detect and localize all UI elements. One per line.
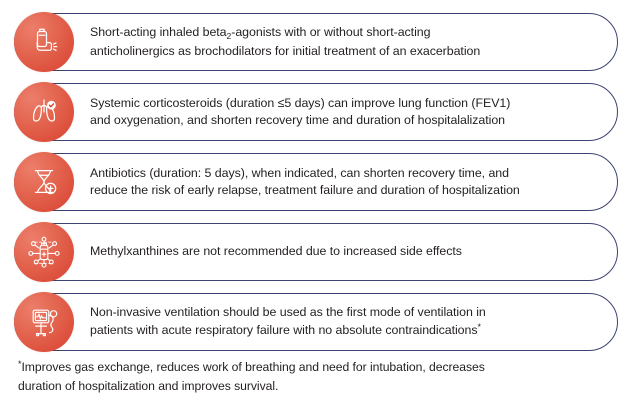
footnote — [18, 358, 618, 395]
row3-line1: Antibiotics (duration: 5 days), when indicated, can shorten recovery time, and — [90, 165, 509, 180]
inhaler-icon — [14, 12, 74, 72]
recommendation-row-list — [14, 13, 618, 363]
row1-subscript: 2 — [226, 30, 232, 41]
list-item — [14, 153, 618, 211]
row4-line1: Methylxanthines are not recommended due to increased side effects — [90, 244, 462, 259]
row3-line2: reduce the risk of early relapse, treatment failure and duration of hospitalization — [90, 183, 520, 197]
row1-line2: anticholinergics as brochodilators for initial treatment of an exacerbation — [90, 43, 481, 58]
ventilator-monitor-icon — [14, 292, 74, 352]
footnote-line2: duration of hospitalization and improves survival. — [18, 379, 279, 393]
list-item — [14, 293, 618, 351]
row2-line2: and oxygenation, and shorten recovery time and duration of hospitalalization — [90, 113, 505, 127]
list-item — [14, 223, 618, 281]
medicine-vial-molecule-icon — [14, 222, 74, 282]
recommendation-text — [90, 83, 602, 141]
recommendation-text — [90, 223, 602, 281]
recommendation-text — [90, 293, 602, 351]
hourglass-pill-icon — [14, 152, 74, 212]
row1-line1-post: -agonists with or without short-acting — [231, 25, 431, 39]
recommendation-text — [90, 153, 602, 211]
row2-line1: Systemic corticosteroids (duration ≤5 days) can improve lung function (FEV1) — [90, 95, 511, 110]
footnote-marker: * — [18, 359, 22, 369]
recommendation-text — [90, 13, 602, 71]
row5-footnote-marker: * — [477, 321, 481, 332]
lungs-check-icon — [14, 82, 74, 142]
list-item — [14, 13, 618, 71]
list-item — [14, 83, 618, 141]
row5-line2: patients with acute respiratory failure with no absolute contraindications — [90, 322, 478, 337]
row1-line1-pre: Short-acting inhaled beta — [90, 25, 227, 39]
footnote-line1: Improves gas exchange, reduces work of breathing and need for intubation, decreases — [21, 360, 485, 374]
row5-line1: Non-invasive ventilation should be used as the first mode of ventilation in — [90, 305, 486, 319]
